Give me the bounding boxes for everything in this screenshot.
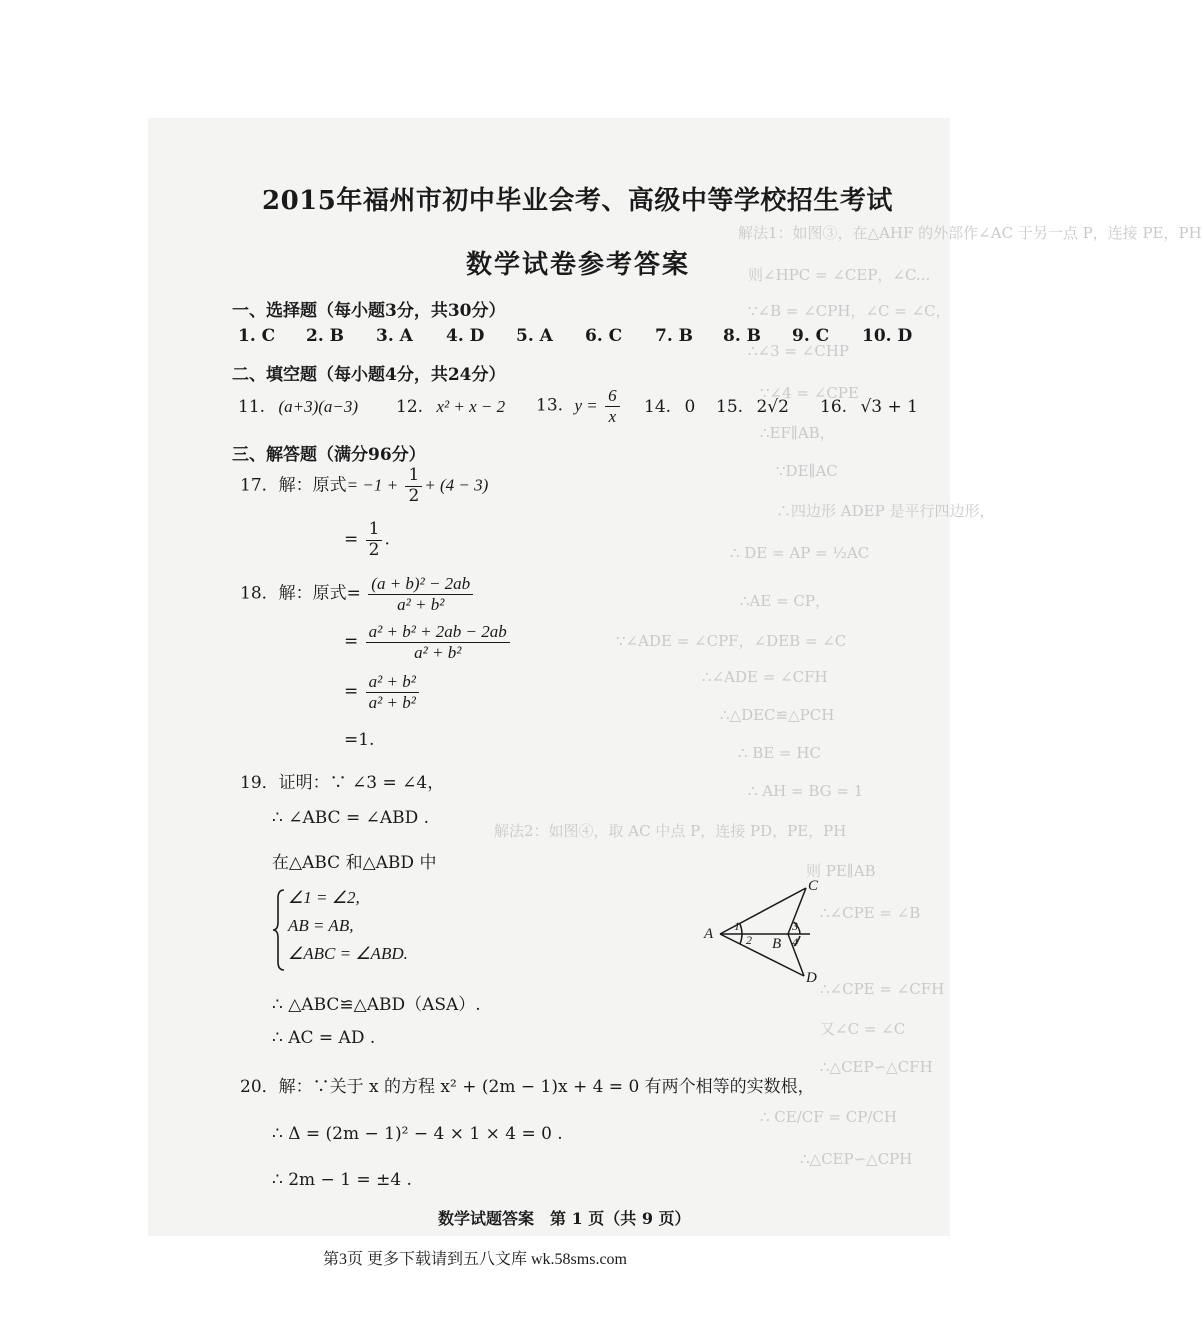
- q19-line3: ∴ △ABC≌△ABD（ASA）.: [272, 995, 481, 1015]
- numerator: 1: [366, 520, 383, 541]
- bleed-line: ∵DE∥AC: [776, 462, 838, 480]
- fill-number: 15.: [716, 397, 744, 417]
- fill-value: y =: [574, 395, 598, 415]
- numerator: a² + b² + 2ab − 2ab: [366, 622, 510, 643]
- bleed-line: ∴△CEP∽△CFH: [820, 1058, 933, 1076]
- bleed-line: ∴△CEP∽△CPH: [800, 1150, 913, 1168]
- section-heading-solve: 三、解答题（满分96分）: [232, 445, 426, 465]
- brace-line: AB = AB,: [288, 916, 354, 935]
- equals: =: [344, 631, 359, 652]
- brace-line: ∠1 = ∠2,: [288, 888, 360, 907]
- denominator: a² + b²: [368, 692, 416, 712]
- fraction: [366, 520, 383, 560]
- bleed-line: ∴∠ADE = ∠CFH: [702, 668, 828, 686]
- bleed-line: ∴ AH = BG = 1: [748, 782, 864, 800]
- q20-line1: ∴ Δ = (2m − 1)² − 4 × 1 × 4 = 0 .: [272, 1124, 563, 1144]
- numerator: 6: [605, 386, 620, 407]
- point-label-c: C: [808, 878, 819, 894]
- fraction: [605, 386, 620, 426]
- point-label-a: A: [704, 926, 714, 942]
- q19-line2: 在△ABC 和△ABD 中: [272, 853, 437, 873]
- section-heading-choice: 一、选择题（每小题3分，共30分）: [232, 301, 506, 321]
- choice-answer: 4. D: [446, 326, 485, 346]
- section-heading-fill: 二、填空题（每小题4分，共24分）: [232, 365, 506, 385]
- fill-number: 13.: [536, 395, 564, 416]
- point-label-d: D: [806, 970, 817, 986]
- q19-line1: ∴ ∠ABC = ∠ABD .: [272, 808, 430, 828]
- fill-answer-11: [238, 397, 358, 417]
- bleed-line: ∴ BE = HC: [738, 744, 821, 762]
- angle-label-3: 3: [792, 919, 798, 933]
- bleed-line: 则 PE∥AB: [806, 862, 876, 880]
- fill-number: 16.: [820, 397, 848, 417]
- q17-label: 17．解：原式: [240, 475, 347, 496]
- bleed-line: ∵∠B = ∠CPH，∠C = ∠C，: [748, 302, 951, 320]
- choice-answer: 1. C: [238, 326, 276, 346]
- bleed-line: ∴EF∥AB，: [760, 424, 835, 442]
- page-subtitle: 数学试卷参考答案: [466, 250, 691, 280]
- bleed-line: ∵∠4 = ∠CPE: [760, 384, 859, 402]
- choice-answer: 3. A: [376, 326, 413, 346]
- denominator: a² + b²: [414, 642, 462, 662]
- bleed-line: ∴∠CPE = ∠B: [820, 904, 921, 922]
- denominator: 2: [368, 539, 380, 560]
- bleed-line: ∴∠3 = ∠CHP: [748, 342, 849, 360]
- page-footer: 数学试题答案 第 1 页（共 9 页）: [438, 1209, 691, 1228]
- fill-answer-15: [716, 397, 789, 417]
- q18-line1: [240, 574, 475, 614]
- fill-value: 2√2: [756, 397, 789, 417]
- q19-line4: ∴ AC = AD .: [272, 1028, 376, 1048]
- fill-value: x² + x − 2: [436, 397, 506, 416]
- angle-label-4: 4: [792, 935, 798, 949]
- q19-label: 19．证明：∵ ∠3 = ∠4，: [240, 773, 445, 793]
- equals: =: [346, 583, 361, 604]
- numerator: 1: [405, 466, 422, 487]
- angle-label-1: 1: [734, 919, 740, 933]
- q19-brace-system: [272, 888, 412, 972]
- fill-value: √3 + 1: [860, 397, 918, 417]
- bleed-line: ∴ DE = AP = ½AC: [730, 544, 870, 562]
- fill-number: 14.: [644, 397, 672, 417]
- denominator: a² + b²: [397, 594, 445, 614]
- q17-expr-tail: + (4 − 3): [424, 475, 489, 495]
- choice-answer: 9. C: [792, 326, 830, 346]
- numerator: a² + b²: [366, 672, 419, 693]
- fill-answer-16: [820, 397, 918, 417]
- choice-answer: 8. B: [723, 326, 762, 346]
- denominator: 2: [408, 485, 420, 506]
- bleed-line: ∴△DEC≌△PCH: [720, 706, 835, 724]
- bleed-line: 又∠C = ∠C: [820, 1020, 906, 1038]
- fill-answer-14: [644, 397, 695, 417]
- triangle-figure: [700, 878, 830, 988]
- choice-answer: 7. B: [655, 326, 694, 346]
- left-brace-icon: [272, 888, 286, 972]
- q18-line2: [344, 622, 512, 662]
- bleed-line: 解法2：如图④，取 AC 中点 P，连接 PD，PE，PH: [494, 822, 847, 840]
- point-label-b: B: [772, 936, 782, 952]
- numerator: (a + b)² − 2ab: [368, 574, 473, 595]
- bleed-line: 则∠HPC = ∠CEP，∠C...: [748, 266, 931, 284]
- fill-value: (a+3)(a−3): [278, 397, 359, 416]
- fraction: [366, 622, 510, 662]
- bleed-line: 解法1：如图③，在△AHF 的外部作∠AC 于另一点 P，连接 PE，PH: [738, 224, 1202, 242]
- equals: =: [344, 529, 359, 550]
- equals: =: [344, 681, 359, 702]
- q20-line2: ∴ 2m − 1 = ±4 .: [272, 1170, 412, 1190]
- q20-label: 20．解：∵关于 x 的方程 x² + (2m − 1)x + 4 = 0 有两个相等的实数根，: [240, 1077, 815, 1097]
- brace-line: ∠ABC = ∠ABD.: [288, 944, 408, 963]
- q18-line3: [344, 672, 421, 712]
- download-note: 第3页 更多下载请到五八文库 wk.58sms.com: [323, 1251, 628, 1268]
- bleed-line: ∵∠ADE = ∠CPF，∠DEB = ∠C: [616, 632, 847, 650]
- choice-answer: 10. D: [862, 326, 913, 346]
- denominator: x: [608, 406, 617, 426]
- fill-answer-12: [396, 397, 505, 417]
- bleed-line: ∴AE = CP，: [740, 592, 831, 610]
- period: .: [384, 529, 390, 550]
- fill-value: 0: [684, 397, 696, 417]
- fill-number: 11.: [238, 397, 266, 417]
- fraction: [366, 672, 419, 712]
- choice-answer: 5. A: [516, 326, 553, 346]
- fill-answer-13: [536, 386, 622, 426]
- fraction: [368, 574, 473, 614]
- q18-label: 18．解：原式: [240, 583, 347, 604]
- q17-line2: [344, 520, 390, 560]
- angle-label-2: 2: [746, 933, 752, 947]
- page-title: 2015年福州市初中毕业会考、高级中等学校招生考试: [262, 186, 893, 216]
- fraction: [405, 466, 422, 506]
- bleed-line: ∴ CE/CF = CP/CH: [760, 1108, 897, 1126]
- q17-line1: [240, 466, 488, 506]
- bleed-line: ∴∠CPE = ∠CFH: [820, 980, 945, 998]
- q18-final: =1.: [344, 730, 375, 750]
- choice-answer: 2. B: [306, 326, 345, 346]
- choice-answer: 6. C: [585, 326, 623, 346]
- bleed-line: ∴四边形 ADEP 是平行四边形，: [776, 502, 995, 520]
- q17-expr: = −1 +: [346, 475, 399, 495]
- fill-number: 12.: [396, 397, 424, 417]
